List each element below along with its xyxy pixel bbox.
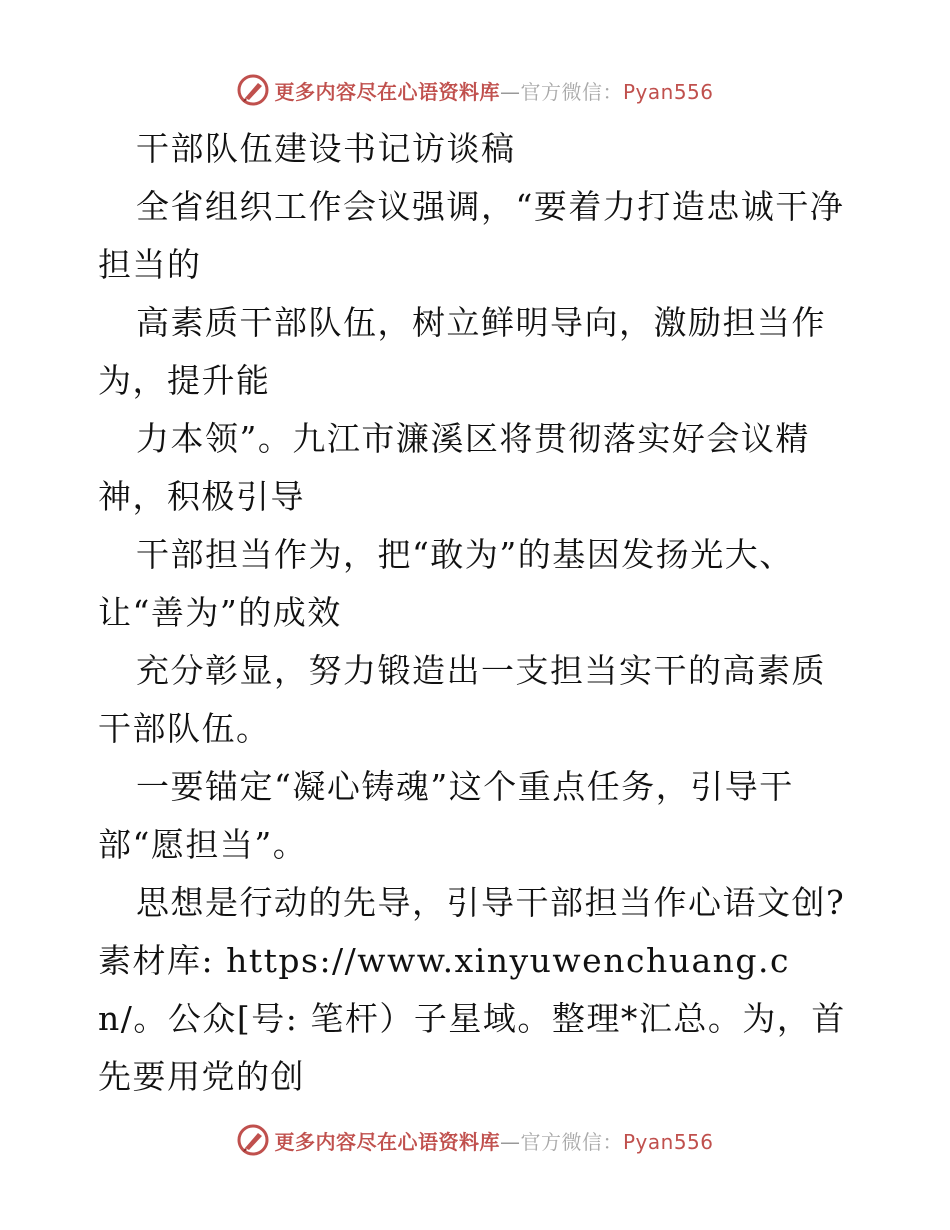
- watermark-wechat-id: Pyan556: [622, 1129, 714, 1154]
- watermark-wechat-label: 官方微信：: [520, 1129, 623, 1154]
- document-body: [98, 120, 858, 1106]
- paragraph-2: 高素质干部队伍，树立鲜明导向，激励担当作为，提升能: [98, 303, 826, 400]
- pen-logo-icon: [236, 73, 270, 107]
- watermark-wechat-id: Pyan556: [622, 79, 714, 104]
- watermark-text: [274, 76, 713, 105]
- footer-watermark: [0, 1120, 950, 1160]
- paragraph-6: 一要锚定“凝心铸魂”这个重点任务，引导干部“愿担当”。: [98, 767, 794, 864]
- paragraph-5: 充分彰显，努力锻造出一支担当实干的高素质干部队伍。: [98, 651, 826, 748]
- header-watermark: [0, 70, 950, 110]
- watermark-text: [274, 1126, 713, 1155]
- watermark-brand: 更多内容尽在心语资料库: [274, 1129, 500, 1154]
- watermark-dash: —: [499, 79, 521, 104]
- paragraph-1: 全省组织工作会议强调，“要着力打造忠诚干净担当的: [98, 187, 845, 284]
- paragraph-4: 干部担当作为，把“敢为”的基因发扬光大、让“善为”的成效: [98, 535, 794, 632]
- watermark-dash: —: [499, 1129, 521, 1154]
- paragraph-7: 思想是行动的先导，引导干部担当作心语文创?素材库: https://www.xinyuwenchuang.cn/。公众[号: 笔杆）子星域。整理*汇总。为，首先要用党的创: [98, 883, 846, 1096]
- watermark-wechat-label: 官方微信：: [520, 79, 623, 104]
- pen-logo-icon: [236, 1123, 270, 1157]
- watermark-brand: 更多内容尽在心语资料库: [274, 79, 500, 104]
- document-title: 干部队伍建设书记访谈稿: [136, 129, 516, 168]
- paragraph-3: 力本领”。九江市濂溪区将贯彻落实好会议精神，积极引导: [98, 419, 810, 516]
